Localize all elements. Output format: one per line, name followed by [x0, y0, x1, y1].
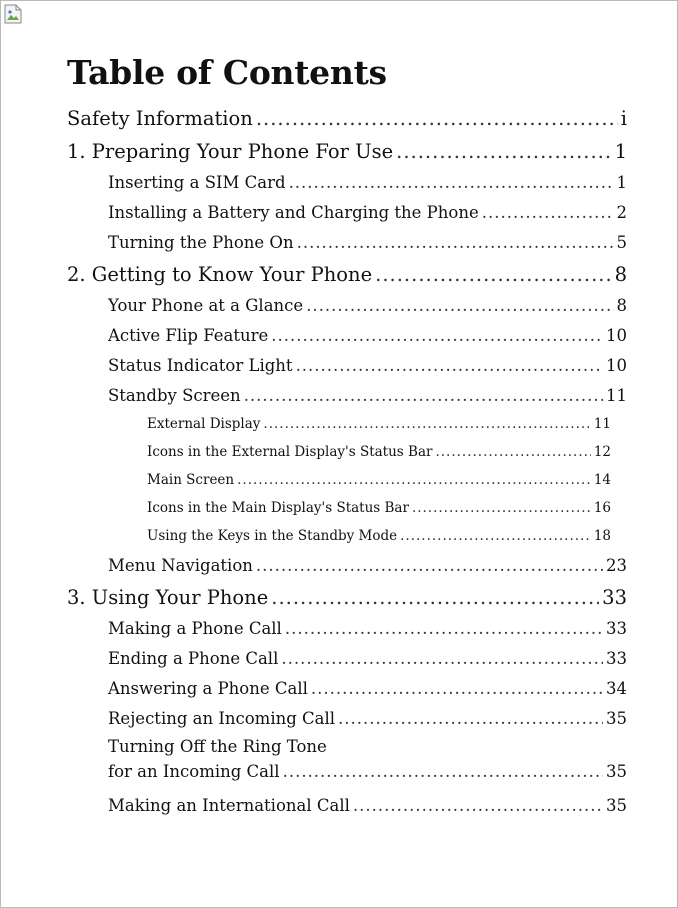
toc-label: Making a Phone Call: [108, 619, 282, 638]
toc-label: Making an International Call: [108, 796, 350, 815]
toc-entry-external-display[interactable]: [67, 410, 611, 438]
dot-leader: [311, 673, 603, 704]
toc-label: Main Screen: [147, 472, 235, 488]
toc-page-number: 5: [616, 233, 627, 252]
toc-page-number: 8: [614, 263, 627, 286]
toc-page-number: 12: [593, 444, 611, 460]
dot-leader: [396, 134, 611, 170]
toc-entry-turning-phone-on[interactable]: [67, 227, 627, 257]
toc-entry-phone-at-a-glance[interactable]: [67, 290, 627, 320]
toc-label: Inserting a SIM Card: [108, 173, 286, 192]
dot-leader: [237, 466, 591, 494]
toc-page-number: i: [620, 107, 627, 130]
toc-page-number: 2: [616, 203, 627, 222]
dot-leader: [256, 101, 618, 137]
toc-page-number: 11: [593, 416, 611, 432]
toc-page-number: 11: [606, 386, 627, 405]
toc-page-number: 35: [606, 709, 627, 728]
dot-leader: [296, 350, 603, 381]
dot-leader: [412, 494, 591, 522]
dot-leader: [353, 790, 603, 821]
dot-leader: [256, 550, 603, 581]
toc-entry-chapter-3[interactable]: [67, 580, 627, 613]
dot-leader: [283, 757, 603, 787]
toc-label: Menu Navigation: [108, 556, 253, 575]
toc-label: Turning the Phone On: [108, 233, 294, 252]
dot-leader: [297, 227, 614, 258]
toc-page-number: 18: [593, 528, 611, 544]
toc-label: Using the Keys in the Standby Mode: [147, 528, 398, 544]
broken-image-icon: [4, 4, 22, 24]
toc-page-number: 35: [606, 796, 627, 815]
toc-label: Rejecting an Incoming Call: [108, 709, 336, 728]
dot-leader: [375, 257, 611, 293]
toc-page-number: 8: [616, 296, 627, 315]
toc-entry-standby-keys[interactable]: [67, 522, 611, 550]
toc-label: External Display: [147, 416, 261, 432]
toc-label: Your Phone at a Glance: [108, 296, 304, 315]
toc-entry-chapter-2[interactable]: [67, 257, 627, 290]
toc-label: Installing a Battery and Charging the Phone: [108, 203, 479, 222]
toc-entry-chapter-1[interactable]: [67, 134, 627, 167]
toc-entry-standby-screen[interactable]: [67, 380, 627, 410]
table-of-contents: [67, 101, 627, 820]
toc-label: Safety Information: [67, 107, 253, 130]
toc-entry-answering-call[interactable]: [67, 673, 627, 703]
toc-entry-international-call[interactable]: [67, 790, 627, 820]
dot-leader: [400, 522, 591, 550]
toc-entry-menu-navigation[interactable]: [67, 550, 627, 580]
toc-page-number: 1: [616, 173, 627, 192]
dot-leader: [271, 320, 603, 351]
toc-label: Icons in the External Display's Status Bar: [147, 444, 433, 460]
dot-leader: [482, 197, 614, 228]
toc-page-number: 10: [606, 326, 627, 345]
dot-leader: [281, 643, 603, 674]
toc-entry-inserting-sim[interactable]: [67, 167, 627, 197]
toc-label: Ending a Phone Call: [108, 649, 279, 668]
dot-leader: [289, 167, 614, 198]
toc-label: Standby Screen: [108, 386, 241, 405]
toc-entry-safety-information[interactable]: [67, 101, 627, 134]
toc-label: 3. Using Your Phone: [67, 586, 269, 609]
toc-page-number: 34: [606, 679, 627, 698]
toc-entry-making-call[interactable]: [67, 613, 627, 643]
dot-leader: [244, 380, 603, 411]
dot-leader: [435, 438, 590, 466]
toc-entry-ending-call[interactable]: [67, 643, 627, 673]
toc-page-number: 10: [606, 356, 627, 375]
toc-label: Answering a Phone Call: [108, 679, 308, 698]
toc-entry-installing-battery[interactable]: [67, 197, 627, 227]
toc-page-number: 33: [602, 586, 627, 609]
dot-leader: [338, 703, 603, 734]
dot-leader: [306, 290, 613, 321]
toc-entry-rejecting-call[interactable]: [67, 703, 627, 733]
toc-label: Icons in the Main Display's Status Bar: [147, 500, 409, 516]
toc-entry-main-status-icons[interactable]: [67, 494, 611, 522]
page-title: Table of Contents: [67, 53, 387, 92]
toc-label: Active Flip Feature: [108, 326, 269, 345]
dot-leader: [271, 580, 599, 616]
toc-page-number: 35: [606, 762, 627, 781]
toc-label-line-1: Turning Off the Ring Tone: [108, 737, 327, 756]
toc-label: 2. Getting to Know Your Phone: [67, 263, 373, 286]
toc-page-number: 1: [614, 140, 627, 163]
toc-entry-active-flip[interactable]: [67, 320, 627, 350]
toc-entry-status-indicator[interactable]: [67, 350, 627, 380]
toc-entry-main-screen[interactable]: [67, 466, 611, 494]
toc-page-number: 14: [593, 472, 611, 488]
toc-page-number: 16: [593, 500, 611, 516]
dot-leader: [263, 410, 590, 438]
toc-entry-external-status-icons[interactable]: [67, 438, 611, 466]
toc-entry-turning-off-ring-tone[interactable]: [67, 733, 627, 790]
dot-leader: [285, 613, 603, 644]
toc-page-number: 33: [606, 619, 627, 638]
toc-page-number: 33: [606, 649, 627, 668]
toc-label: 1. Preparing Your Phone For Use: [67, 140, 394, 163]
toc-label: Status Indicator Light: [108, 356, 293, 375]
toc-label-line-2-row: [108, 757, 627, 787]
toc-label-line-2: for an Incoming Call: [108, 762, 280, 781]
toc-page-number: 23: [606, 556, 627, 575]
